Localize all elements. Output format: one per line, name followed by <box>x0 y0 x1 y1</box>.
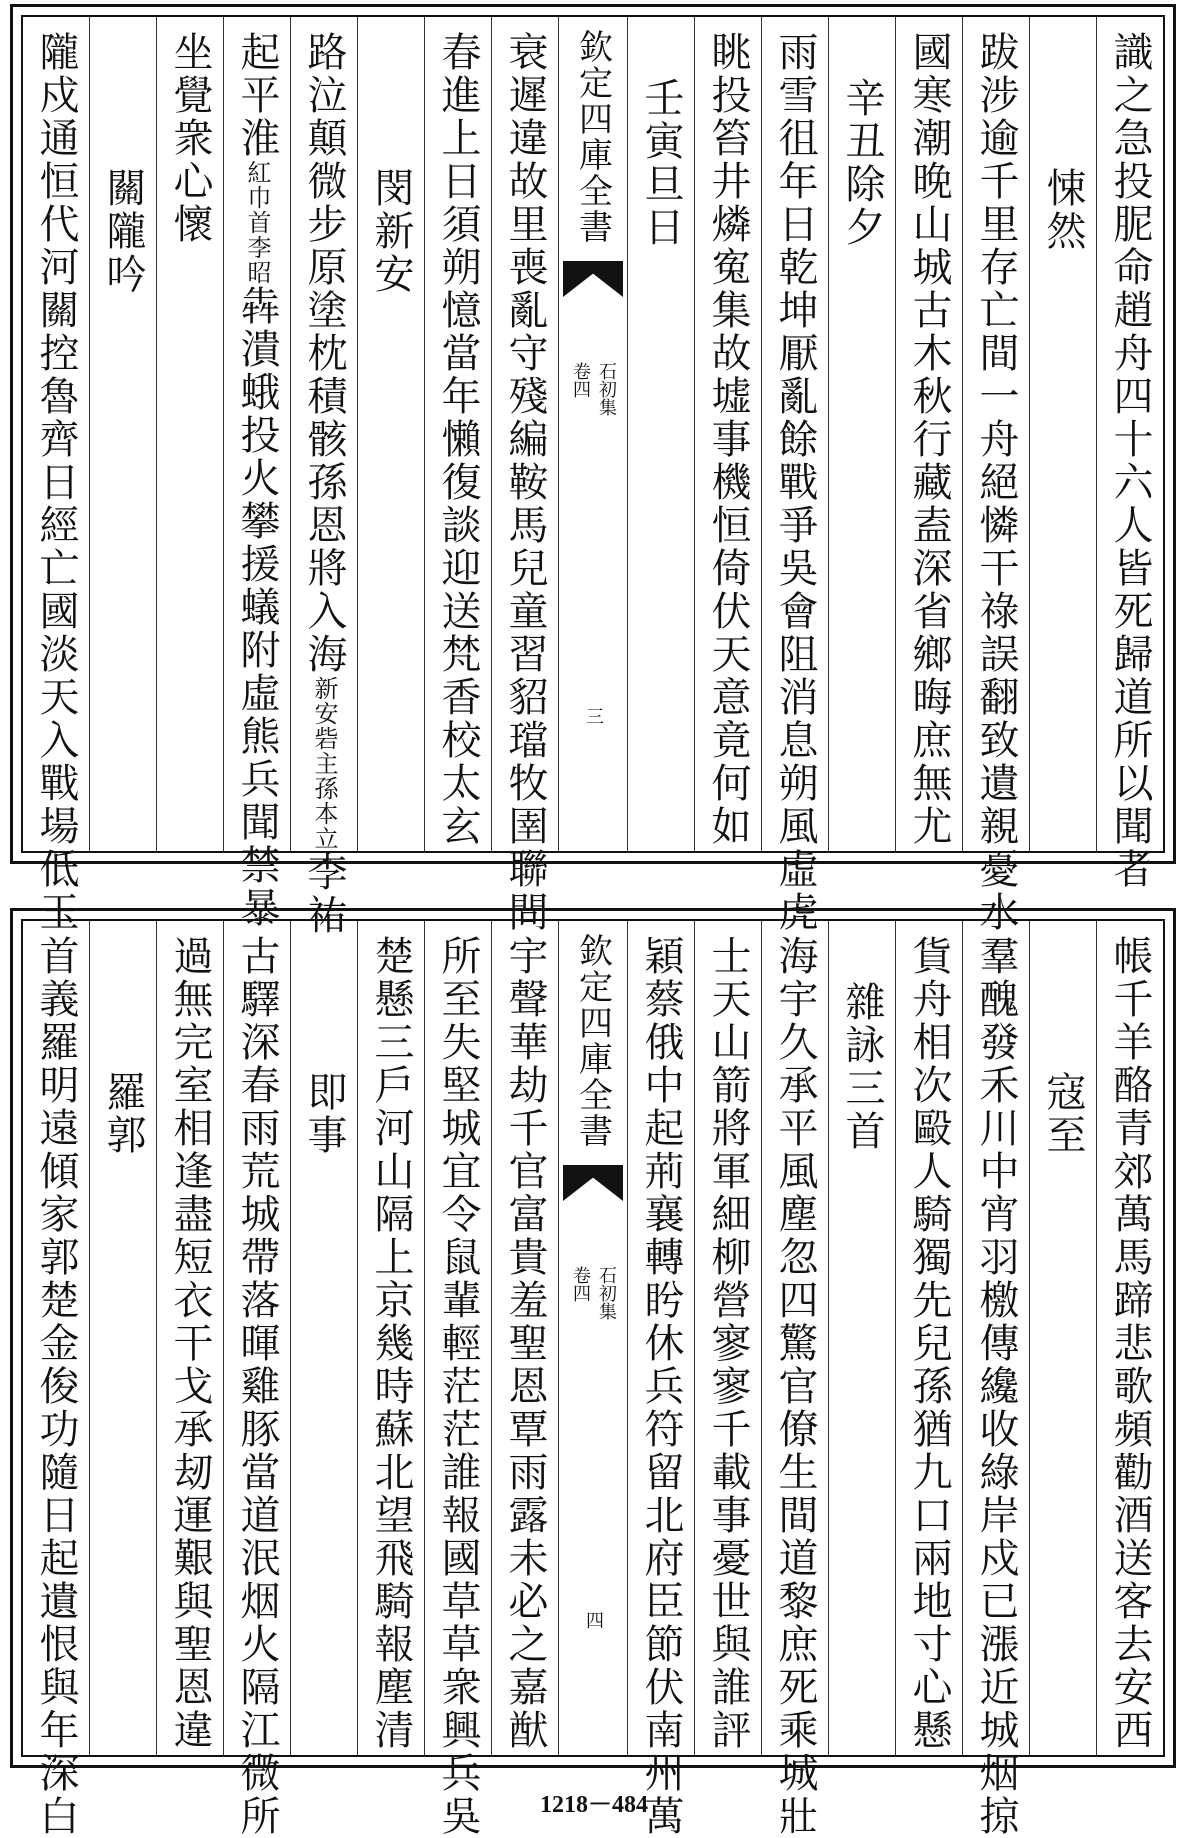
gutter-juan: 卷四 <box>570 362 591 398</box>
gutter-volume <box>567 362 619 416</box>
column-text-tail: 李祐 <box>301 851 347 937</box>
gutter-juan: 卷四 <box>570 1266 591 1302</box>
page-caption: 1218－484 <box>540 1792 648 1818</box>
text-column <box>962 921 1029 1838</box>
text-column <box>89 17 156 851</box>
column-text: 春進上日須朔憶當年懶復談迎送梵香校太玄 <box>435 31 481 848</box>
text-column <box>895 17 962 851</box>
column-text: 宇聲華劫千官富貴羞聖恩覃雨露未必之嘉猷 <box>502 935 548 1752</box>
center-gutter <box>558 17 627 851</box>
text-column <box>357 921 424 1755</box>
column-text: 穎蔡俄中起荊襄轉盻休兵符留北府臣節伏南州萬 <box>638 935 684 1838</box>
column-text: 起平淮 <box>234 31 280 160</box>
column-text: 羣醜發禾川中宵羽檄傳纔收綠岸戍已漲近城烟掠 <box>973 935 1019 1838</box>
column-text: 路泣顛微步原塗枕積骸孫恩將入海 <box>301 31 347 676</box>
gutter-page-number: 三 <box>583 707 604 725</box>
text-column <box>1029 17 1096 851</box>
text-column <box>23 17 89 934</box>
text-column <box>491 17 558 934</box>
text-column <box>828 17 895 851</box>
column-text: 貨舟相次毆人騎獨先兒孫猶九口兩地寸心懸 <box>906 935 952 1752</box>
fishtail-mark-icon <box>563 261 623 297</box>
column-text: 楚懸三戶河山隔上京幾時蘇北望飛騎報塵清 <box>368 935 414 1752</box>
poem-title: 雜詠三首 <box>839 981 885 1153</box>
top-page <box>10 4 1176 937</box>
column-text: 首義羅明遠傾家郭楚金俊功隨日起遺恨與年深白 <box>33 935 79 1838</box>
text-column <box>156 921 223 1755</box>
column-text: 所至失堅城宜令鼠輩輕茫茫誰報國草草衆興兵吳 <box>435 935 481 1838</box>
text-column <box>962 17 1029 934</box>
column-text: 國寒潮晚山城古木秋行藏盍深省鄉晦庶無尤 <box>906 31 952 848</box>
column-line-with-note <box>224 31 290 930</box>
top-page-frame <box>21 15 1165 937</box>
column-text: 雨雪徂年日乾坤厭亂餘戰爭吳會阻消息朔風虛虎 <box>772 31 818 934</box>
column-text: 海宇久承平風塵忽四驚官僚生間道黎庶死乘城壯 <box>772 935 818 1838</box>
column-text: 識之急投胒命趙舟四十六人皆死歸道所以聞者 <box>1107 31 1153 891</box>
text-column <box>424 921 491 1838</box>
text-column <box>1096 921 1163 1755</box>
column-text: 帳千羊酪青郊萬馬蹄悲歌頻勸酒送客去安西 <box>1107 935 1153 1752</box>
center-gutter <box>558 921 627 1755</box>
text-column <box>1096 17 1163 891</box>
text-column <box>223 921 290 1838</box>
column-text: 過無完室相逢盡短衣干戈承刼運艱與聖恩違 <box>167 935 213 1752</box>
text-column <box>223 17 290 930</box>
gutter-book-title: 欽定四庫全書 <box>572 933 613 1149</box>
text-column <box>895 921 962 1755</box>
text-column <box>627 17 694 851</box>
text-column <box>424 17 491 851</box>
annotation-note: 紅巾首李昭 <box>243 160 271 285</box>
poem-title: 即事 <box>301 1071 347 1157</box>
text-column <box>89 921 156 1755</box>
text-column <box>290 17 357 937</box>
poem-title: 寇至 <box>1040 1071 1086 1157</box>
text-column <box>290 921 357 1755</box>
column-text-tail: 犇潰蛾投火攀援蟻附虛熊兵聞禁暴 <box>234 285 280 930</box>
column-text: 衰遲違故里喪亂守殘編鞍馬兒童習貂璫牧圉聯問 <box>502 31 548 934</box>
column-text: 古驛深春雨荒城帶落暉雞豚當道泯烟火隔江微所 <box>234 935 280 1838</box>
fishtail-mark-icon <box>563 1165 623 1201</box>
column-text: 坐覺衆心懷 <box>167 31 213 246</box>
poem-title: 閔新安 <box>368 167 414 296</box>
gutter-collection-name: 石初集 <box>596 1266 617 1320</box>
gutter-page-number: 四 <box>583 1611 604 1629</box>
gutter-volume <box>567 1266 619 1320</box>
poem-title: 悚然 <box>1040 167 1086 253</box>
column-line-with-note <box>291 31 357 937</box>
gutter-collection-name: 石初集 <box>596 362 617 416</box>
column-text: 隴戍通恒代河關控魯齊日經亡國淡天入戰場低玉 <box>33 31 79 934</box>
text-column <box>627 921 694 1838</box>
column-text: 眺投笞井燐寃集故墟事機恒倚伏天意竟何如 <box>705 31 751 848</box>
text-column <box>156 17 223 851</box>
poem-title: 辛丑除夕 <box>839 77 885 249</box>
text-column <box>761 17 828 934</box>
text-column <box>828 921 895 1755</box>
text-column <box>694 921 761 1755</box>
text-column <box>694 17 761 851</box>
text-column <box>761 921 828 1838</box>
annotation-note: 新安砦主孫本立 <box>310 676 338 851</box>
column-text: 士天山箭將軍細柳營寥寥千載事憂世與誰評 <box>705 935 751 1752</box>
column-text: 跋涉逾千里存亡間一舟絕憐干祿誤翻致遺親憂水 <box>973 31 1019 934</box>
text-column <box>357 17 424 851</box>
poem-title: 壬寅旦日 <box>638 77 684 249</box>
poem-title: 羅郭 <box>100 1071 146 1157</box>
poem-title: 關隴吟 <box>100 167 146 296</box>
top-page-columns <box>23 17 1163 937</box>
gutter-book-title: 欽定四庫全書 <box>572 29 613 245</box>
text-column <box>491 921 558 1755</box>
text-column <box>1029 921 1096 1755</box>
text-column <box>23 921 89 1838</box>
